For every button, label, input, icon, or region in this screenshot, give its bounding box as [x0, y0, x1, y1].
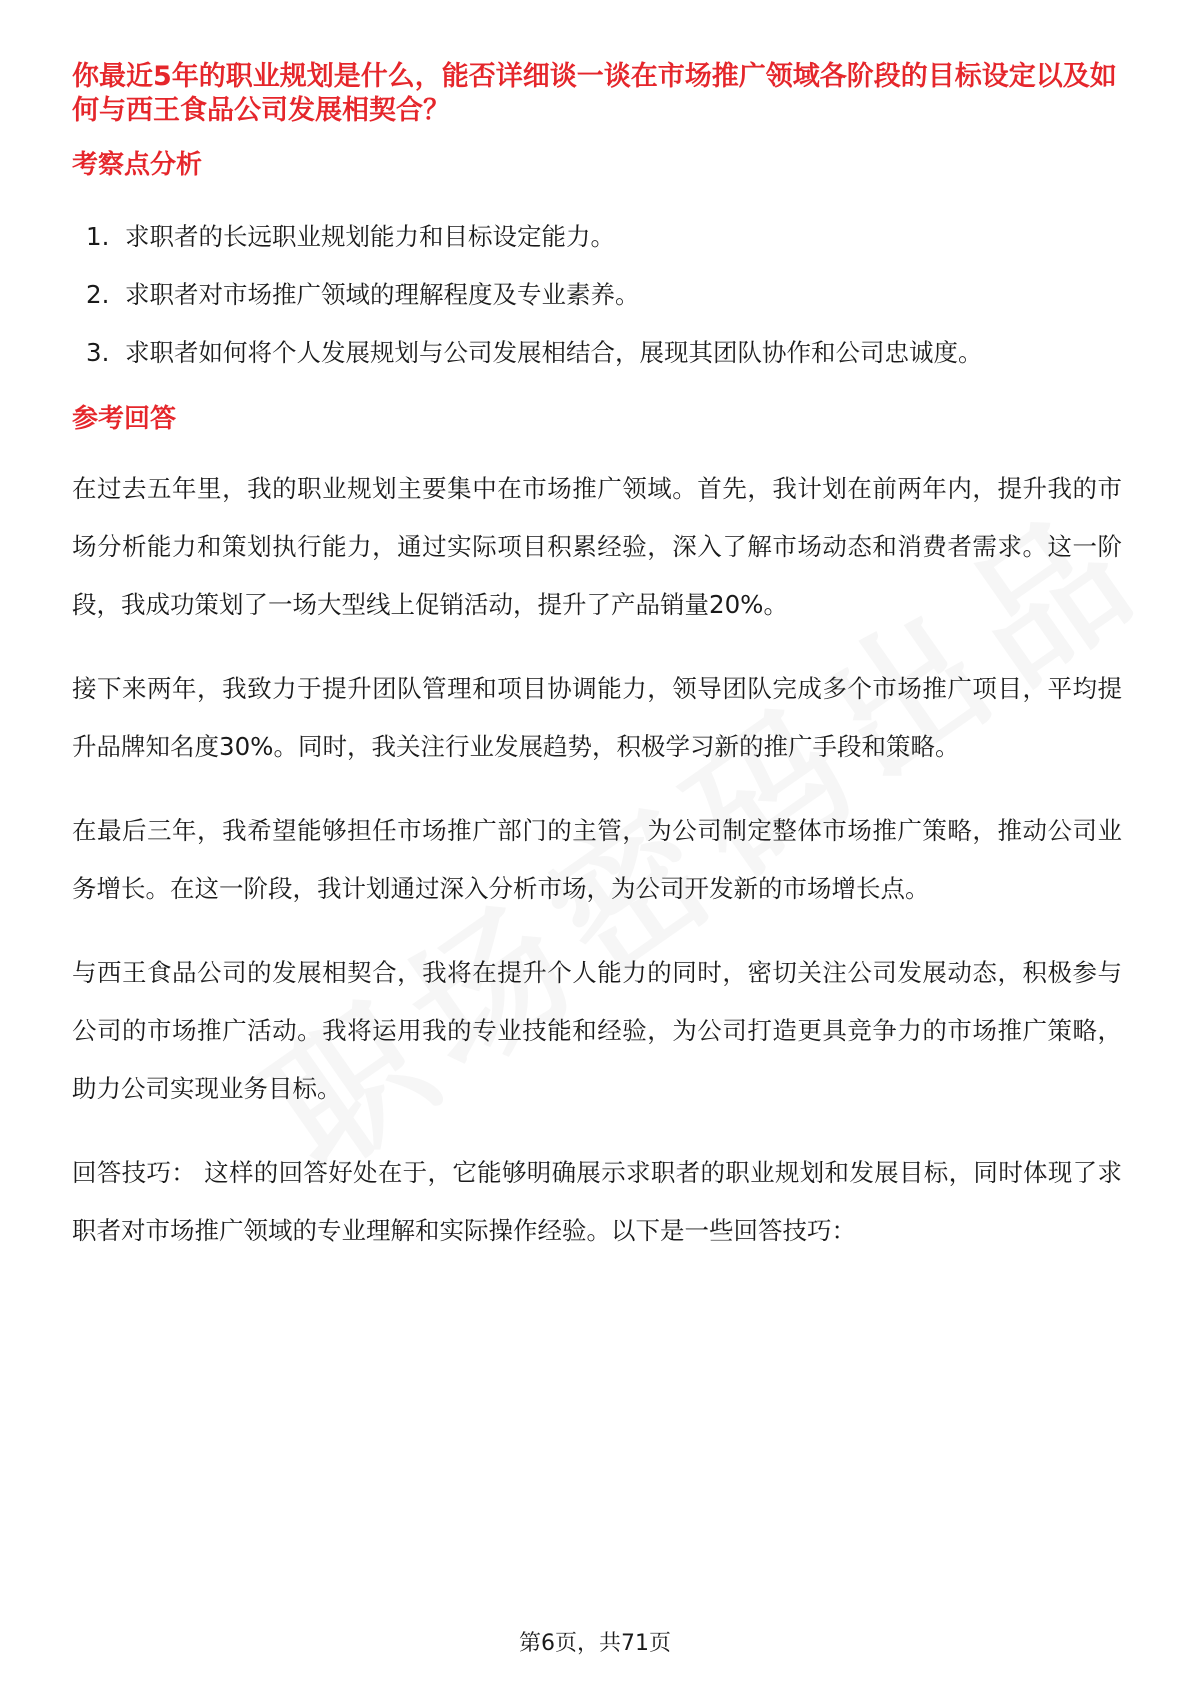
list-item-text: 求职者如何将个人发展规划与公司发展相结合，展现其团队协作和公司忠诚度。 — [125, 338, 983, 367]
list-item-number: 3. — [86, 338, 110, 367]
answer-tips-paragraph: 回答技巧： 这样的回答好处在于，它能够明确展示求职者的职业规划和发展目标，同时体现了求职者对市场推广领域的专业理解和实际操作经验。以下是一些回答技巧： — [72, 1158, 1122, 1245]
list-item-number: 2. — [86, 280, 110, 309]
list-item — [72, 208, 1122, 266]
analysis-heading: 考察点分析 — [72, 150, 203, 180]
list-item — [72, 324, 1122, 382]
document-body — [72, 60, 1122, 1286]
answer-paragraph: 接下来两年，我致力于提升团队管理和项目协调能力，领导团队完成多个市场推广项目，平均提升品牌知名度30%。同时，我关注行业发展趋势，积极学习新的推广手段和策略。 — [72, 674, 1122, 761]
list-item-number: 1. — [86, 222, 110, 251]
answer-paragraph: 在最后三年，我希望能够担任市场推广部门的主管，为公司制定整体市场推广策略，推动公司业务增长。在这一阶段，我计划通过深入分析市场，为公司开发新的市场增长点。 — [72, 816, 1122, 903]
list-item — [72, 266, 1122, 324]
page-footer: 第6页，共71页 — [519, 1631, 671, 1656]
answer-heading: 参考回答 — [72, 404, 177, 434]
list-item-text: 求职者的长远职业规划能力和目标设定能力。 — [125, 222, 615, 251]
answer-paragraph: 与西王食品公司的发展相契合，我将在提升个人能力的同时，密切关注公司发展动态，积极参与公司的市场推广活动。我将运用我的专业技能和经验，为公司打造更具竞争力的市场推广策略，助力公司实现业务目标。 — [72, 958, 1122, 1103]
answer-paragraph: 在过去五年里，我的职业规划主要集中在市场推广领域。首先，我计划在前两年内，提升我的市场分析能力和策划执行能力，通过实际项目积累经验，深入了解市场动态和消费者需求。这一阶段，我成功策划了一场大型线上促销活动，提升了产品销量20%。 — [72, 474, 1122, 619]
question-title: 你最近5年的职业规划是什么，能否详细谈一谈在市场推广领域各阶段的目标设定以及如何与西王食品公司发展相契合？ — [72, 61, 1117, 126]
analysis-list — [72, 208, 1122, 382]
list-item-text: 求职者对市场推广领域的理解程度及专业素养。 — [125, 280, 640, 309]
